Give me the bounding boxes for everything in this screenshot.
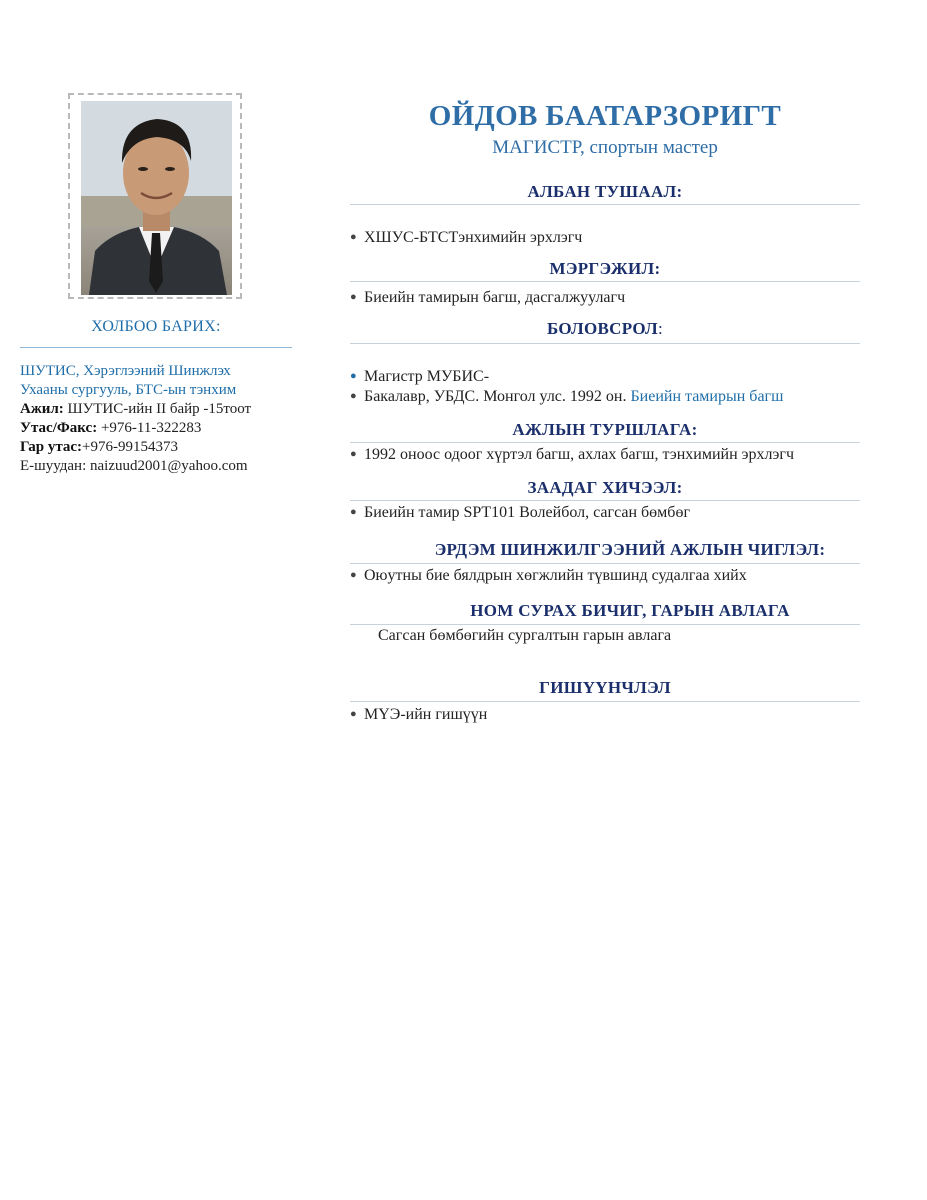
contact-mobile-label: Гар утас: <box>20 439 83 455</box>
list-item <box>350 706 870 724</box>
portrait-photo-icon <box>81 101 232 295</box>
bullet-icon: ● <box>350 370 357 382</box>
section-divider <box>350 281 860 282</box>
position-item: ХШУС-БТСТэнхимийн эрхлэгч <box>364 229 583 246</box>
profession-item: Биеийн тамирын багш, дасгалжуулагч <box>364 289 626 306</box>
contact-title: ХОЛБОО БАРИХ: <box>91 318 221 335</box>
profile-photo <box>81 101 232 295</box>
section-divider <box>350 500 860 501</box>
section-divider <box>350 204 860 205</box>
education-title-text: БОЛОВСРОЛ <box>546 319 658 338</box>
membership-item: МҮЭ-ийн гишүүн <box>364 706 488 723</box>
profile-degree: МАГИСТР, спортын мастер <box>492 137 718 158</box>
bullet-icon: ● <box>350 390 357 402</box>
section-title-courses: ЗААДАГ ХИЧЭЭЛ: <box>527 478 683 497</box>
list-item <box>350 368 870 386</box>
education-item-2: Бакалавр, УБДС. Монгол улс. 1992 он. <box>364 388 627 405</box>
profile-photo-frame <box>68 93 242 299</box>
list-item <box>350 388 870 406</box>
contact-work-value: ШУТИС-ийн II байр -15тоот <box>63 401 252 417</box>
contact-email-value[interactable]: naizuud2001@yahoo.com <box>86 458 248 474</box>
contact-fax-row <box>20 419 310 438</box>
contact-org-line1: ШУТИС, Хэрэглээний Шинжлэх <box>20 363 231 379</box>
list-item <box>350 229 870 247</box>
education-title-colon: : <box>658 319 664 338</box>
section-title-experience: АЖЛЫН ТУРШЛАГА: <box>512 420 698 439</box>
section-divider <box>350 343 860 344</box>
section-divider <box>350 624 860 625</box>
education-item-2-blue: Биеийн тамирын багш <box>626 388 784 405</box>
bullet-icon: ● <box>350 291 357 303</box>
contact-fax-value: +976-11-322283 <box>97 420 202 436</box>
contact-email-row <box>20 457 310 476</box>
contact-email-label: E-шуудан: <box>20 458 87 474</box>
profile-name: ОЙДОВ БААТАРЗОРИГТ <box>428 100 782 132</box>
bullet-icon: ● <box>350 231 357 243</box>
contact-org-line2: Ухааны сургууль, БТС-ын тэнхим <box>20 382 237 398</box>
contact-mobile-row <box>20 438 310 457</box>
contact-divider <box>20 347 292 348</box>
bullet-icon: ● <box>350 506 357 518</box>
section-divider <box>350 442 860 443</box>
bullet-icon: ● <box>350 448 357 460</box>
section-title-profession: МЭРГЭЖИЛ: <box>549 259 661 278</box>
books-item: Сагсан бөмбөгийн сургалтын гарын авлага <box>378 627 672 644</box>
list-item <box>350 446 870 464</box>
contact-work-row <box>20 400 310 419</box>
research-item: Оюутны бие бялдрын хөгжлийн түвшинд судалгаа хийх <box>364 567 747 584</box>
list-item <box>350 289 870 307</box>
list-item <box>350 504 870 522</box>
section-title-education <box>350 319 860 339</box>
list-item <box>378 627 898 645</box>
experience-item: 1992 оноос одоог хүртэл багш, ахлах багш, тэнхимийн эрхлэгч <box>364 446 795 463</box>
contact-work-label: Ажил: <box>20 401 64 417</box>
section-title-research: ЭРДЭМ ШИНЖИЛГЭЭНИЙ АЖЛЫН ЧИГЛЭЛ: <box>434 540 826 559</box>
bullet-icon: ● <box>350 569 357 581</box>
contact-fax-label: Утас/Факс: <box>20 420 98 436</box>
section-title-membership: ГИШҮҮНЧЛЭЛ <box>539 678 671 697</box>
section-divider <box>350 563 860 564</box>
section-divider <box>350 701 860 702</box>
section-title-books: НОМ СУРАХ БИЧИГ, ГАРЫН АВЛАГА <box>470 601 790 620</box>
courses-item: Биеийн тамир SPT101 Волейбол, сагсан бөмбөг <box>364 504 690 521</box>
education-item-1: Магистр МУБИС- <box>364 368 490 385</box>
bullet-icon: ● <box>350 708 357 720</box>
section-title-position: АЛБАН ТУШААЛ: <box>527 182 683 201</box>
list-item <box>350 567 870 585</box>
contact-info <box>20 362 310 476</box>
contact-mobile-value: +976-99154373 <box>82 439 178 455</box>
